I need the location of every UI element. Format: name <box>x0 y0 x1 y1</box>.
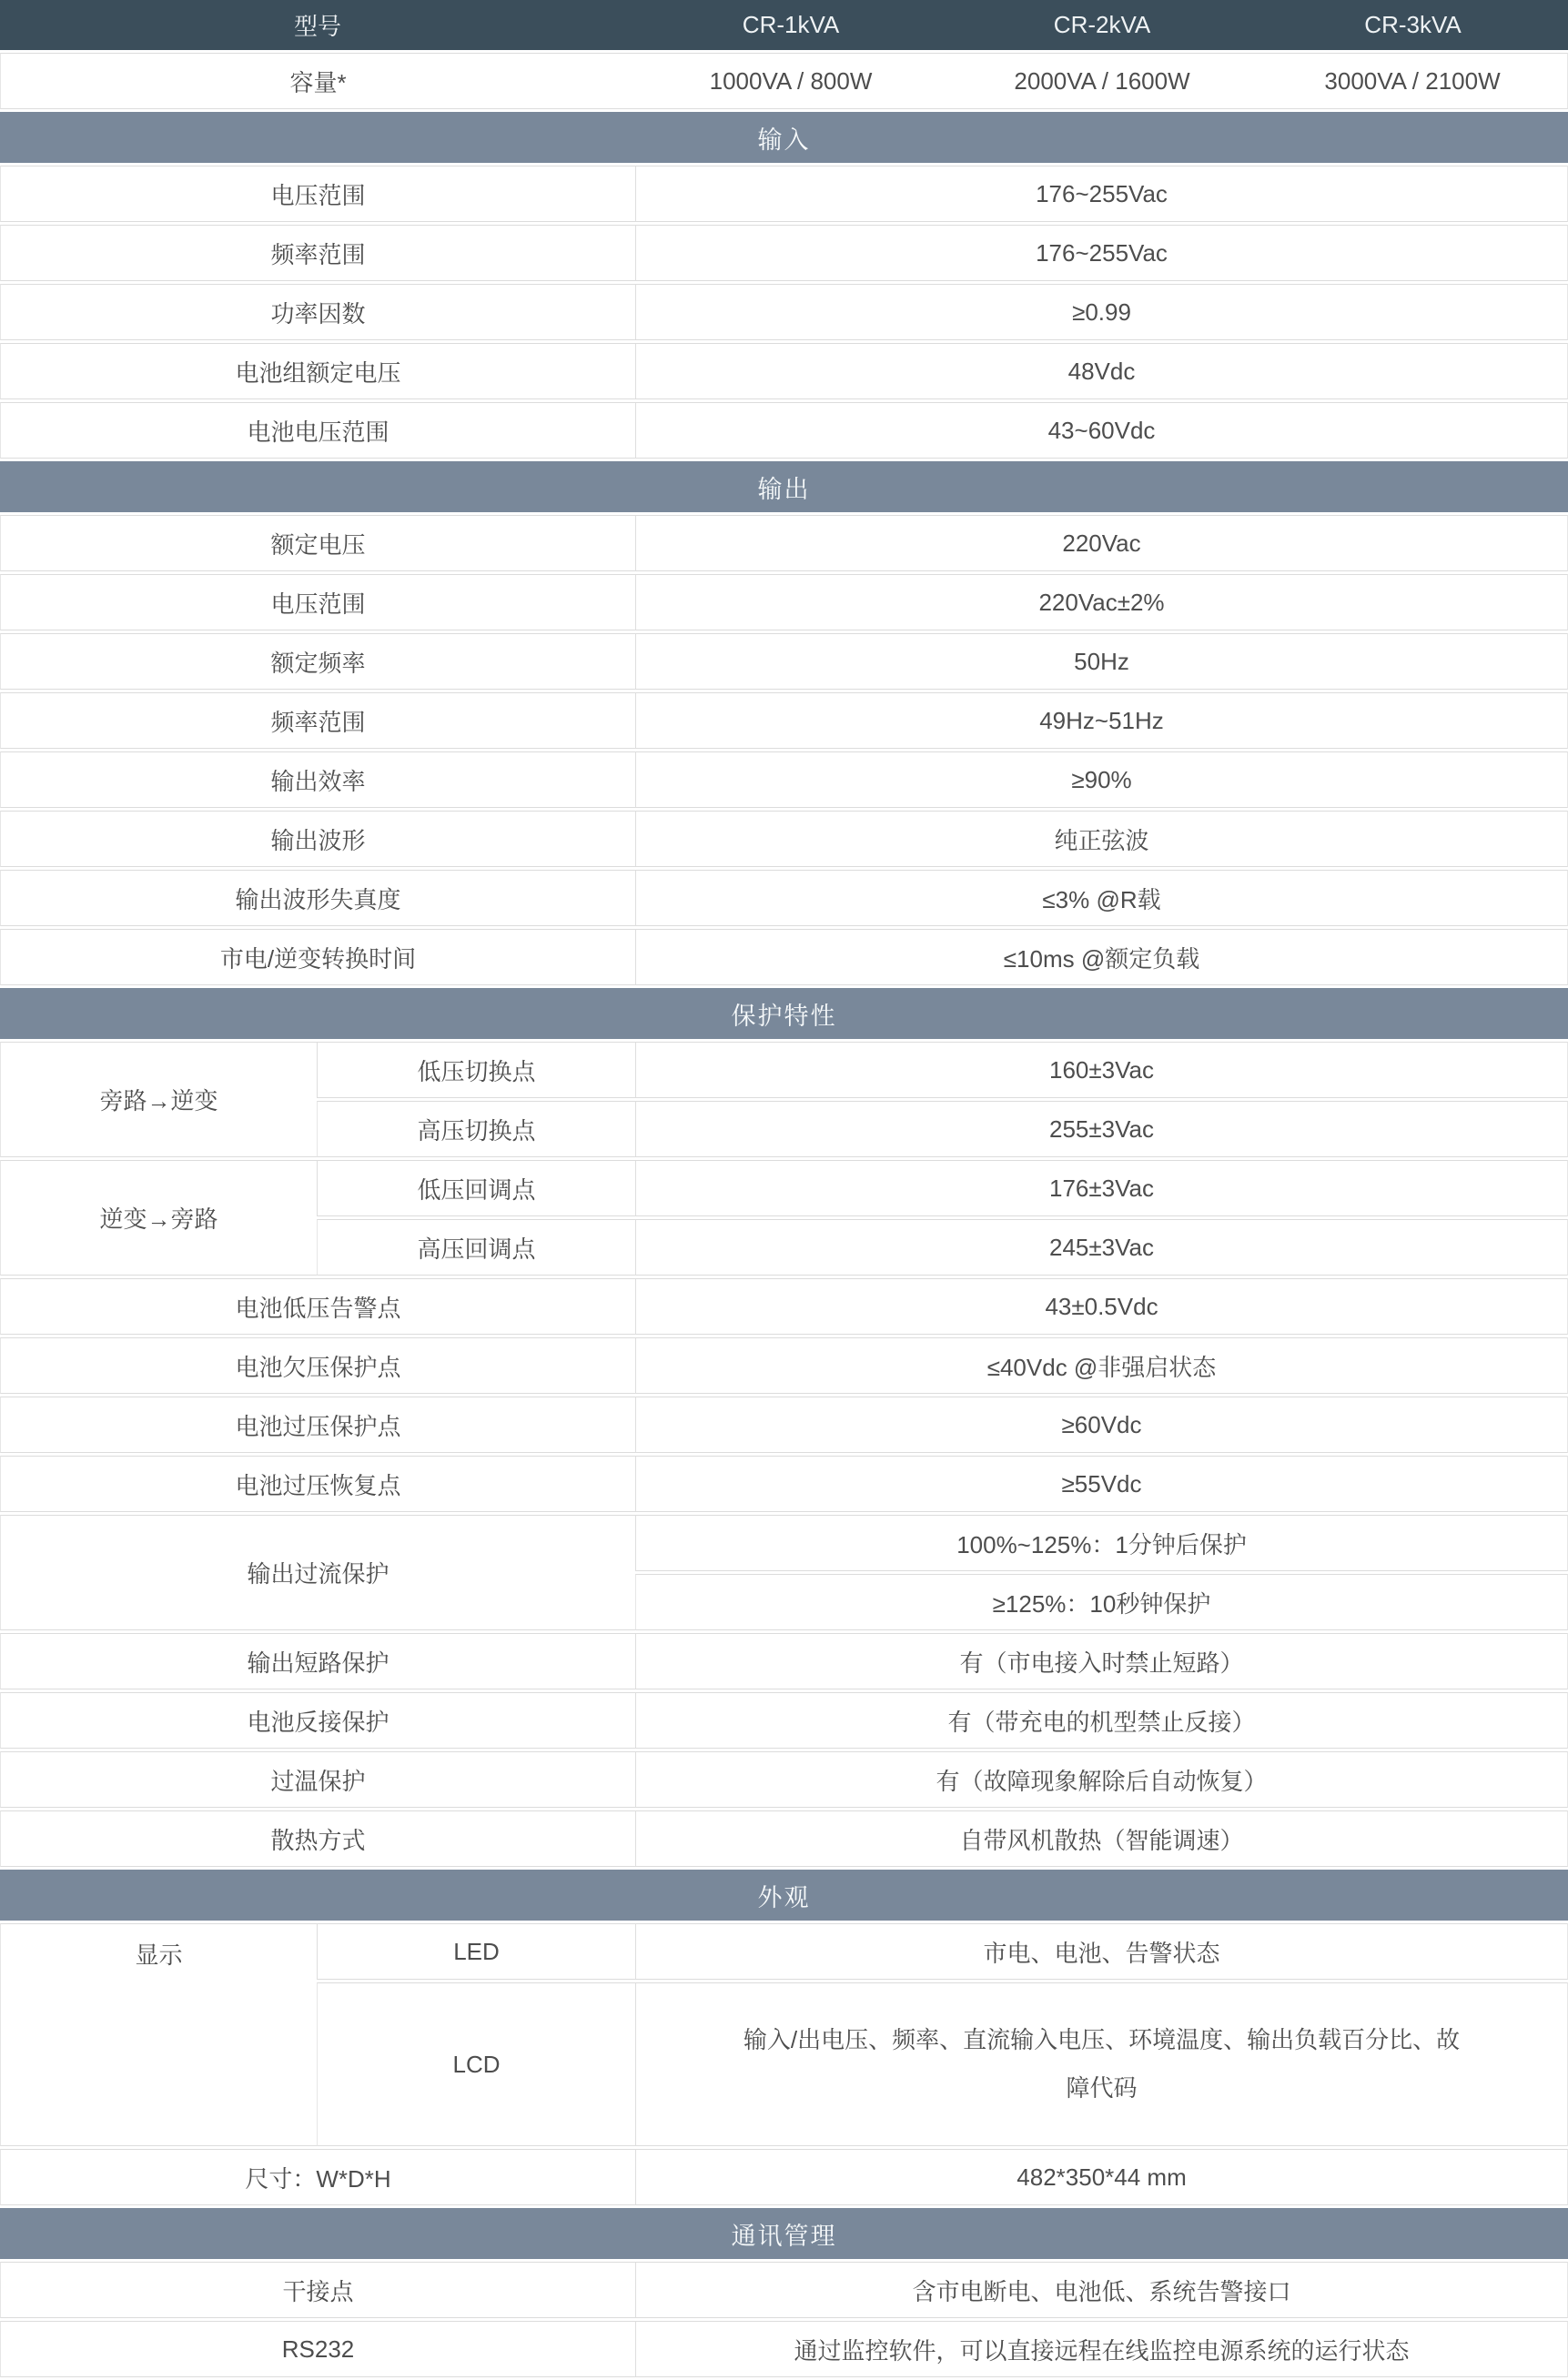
row-label: 电池欠压保护点 <box>0 1337 635 1394</box>
spec-row <box>0 166 1568 222</box>
section-title: 保护特性 <box>0 988 1568 1039</box>
spec-row <box>0 1692 1568 1749</box>
row-value: 220Vac <box>635 515 1568 571</box>
spec-row <box>0 2321 1568 2377</box>
row-value: 市电、电池、告警状态 <box>635 1923 1568 1980</box>
model-name-cr3kva: CR-3kVA <box>1258 0 1568 50</box>
row-value: 176±3Vac <box>635 1160 1568 1216</box>
spec-row <box>0 343 1568 399</box>
spec-row <box>0 1278 1568 1335</box>
row-value: 176~255Vac <box>635 166 1568 222</box>
capacity-value: 3000VA / 2100W <box>1258 53 1568 109</box>
spec-row <box>0 515 1568 571</box>
spec-row <box>0 1160 1568 1216</box>
spec-row <box>0 1515 1568 1571</box>
spec-row <box>0 811 1568 867</box>
row-value: ≤40Vdc @非强启状态 <box>635 1337 1568 1394</box>
row-value: 245±3Vac <box>635 1219 1568 1276</box>
row-label: 电池过压保护点 <box>0 1397 635 1453</box>
spec-row <box>0 929 1568 985</box>
row-label: 电池低压告警点 <box>0 1278 635 1335</box>
row-value: ≥55Vdc <box>635 1456 1568 1512</box>
row-value: 输入/出电压、频率、直流输入电压、环境温度、输出负载百分比、故障代码 <box>635 1982 1568 2146</box>
row-label: 过温保护 <box>0 1751 635 1808</box>
model-name-cr1kva: CR-1kVA <box>635 0 946 50</box>
row-label: 电池电压范围 <box>0 402 635 459</box>
row-label: 电池反接保护 <box>0 1692 635 1749</box>
spec-row <box>0 1456 1568 1512</box>
spec-row <box>0 402 1568 459</box>
section-header-input <box>0 112 1568 163</box>
row-value: ≥0.99 <box>635 284 1568 340</box>
model-header-row <box>0 0 1568 50</box>
section-title: 输出 <box>0 461 1568 512</box>
capacity-value: 2000VA / 1600W <box>946 53 1258 109</box>
sub-label: 低压回调点 <box>317 1160 635 1216</box>
spec-row <box>0 633 1568 690</box>
row-value: 有（故障现象解除后自动恢复） <box>635 1751 1568 1808</box>
row-value: 43±0.5Vdc <box>635 1278 1568 1335</box>
row-label: 干接点 <box>0 2262 635 2318</box>
spec-row <box>0 2262 1568 2318</box>
row-label: 功率因数 <box>0 284 635 340</box>
row-label: 电池过压恢复点 <box>0 1456 635 1512</box>
spec-row <box>0 1397 1568 1453</box>
row-label: 额定电压 <box>0 515 635 571</box>
row-value: 含市电断电、电池低、系统告警接口 <box>635 2262 1568 2318</box>
row-value: 50Hz <box>635 633 1568 690</box>
row-value: ≥90% <box>635 751 1568 808</box>
group-label-overcurrent: 输出过流保护 <box>0 1515 635 1630</box>
spec-row <box>0 1633 1568 1689</box>
sub-label-led: LED <box>317 1923 635 1980</box>
sub-label: 低压切换点 <box>317 1042 635 1098</box>
group-label-display: 显示 <box>0 1923 317 2146</box>
row-value: 160±3Vac <box>635 1042 1568 1098</box>
row-label: 电池组额定电压 <box>0 343 635 399</box>
section-title: 输入 <box>0 112 1568 163</box>
sub-label-lcd: LCD <box>317 1982 635 2146</box>
row-value: ≤3% @R载 <box>635 870 1568 926</box>
sub-label: 高压切换点 <box>317 1101 635 1157</box>
sub-label: 高压回调点 <box>317 1219 635 1276</box>
spec-row <box>0 870 1568 926</box>
row-value: 有（带充电的机型禁止反接） <box>635 1692 1568 1749</box>
row-value: 有（市电接入时禁止短路） <box>635 1633 1568 1689</box>
section-header-output <box>0 461 1568 512</box>
spec-row <box>0 574 1568 630</box>
row-value: 纯正弦波 <box>635 811 1568 867</box>
capacity-value: 1000VA / 800W <box>635 53 946 109</box>
row-label: 输出短路保护 <box>0 1633 635 1689</box>
spec-row <box>0 2149 1568 2205</box>
row-label: 输出效率 <box>0 751 635 808</box>
row-label: RS232 <box>0 2321 635 2377</box>
row-label: 散热方式 <box>0 1810 635 1867</box>
section-header-protection <box>0 988 1568 1039</box>
row-value: 100%~125%：1分钟后保护 <box>635 1515 1568 1571</box>
spec-row <box>0 692 1568 749</box>
row-value: 自带风机散热（智能调速） <box>635 1810 1568 1867</box>
spec-row <box>0 1923 1568 1980</box>
row-label: 输出波形 <box>0 811 635 867</box>
spec-row <box>0 1810 1568 1867</box>
spec-row <box>0 1042 1568 1098</box>
spec-row <box>0 1337 1568 1394</box>
row-value: 通过监控软件，可以直接远程在线监控电源系统的运行状态 <box>635 2321 1568 2377</box>
row-label: 电压范围 <box>0 166 635 222</box>
section-header-appearance <box>0 1870 1568 1921</box>
capacity-row <box>0 53 1568 109</box>
row-value: 482*350*44 mm <box>635 2149 1568 2205</box>
group-label-bypass-to-inverter: 旁路→逆变 <box>0 1042 317 1157</box>
row-value: 49Hz~51Hz <box>635 692 1568 749</box>
model-name-cr2kva: CR-2kVA <box>946 0 1258 50</box>
row-label: 输出波形失真度 <box>0 870 635 926</box>
row-label: 频率范围 <box>0 225 635 281</box>
row-label: 尺寸：W*D*H <box>0 2149 635 2205</box>
row-label: 额定频率 <box>0 633 635 690</box>
row-value: 48Vdc <box>635 343 1568 399</box>
row-value: 255±3Vac <box>635 1101 1568 1157</box>
capacity-label: 容量* <box>0 53 635 109</box>
row-label: 频率范围 <box>0 692 635 749</box>
section-title: 外观 <box>0 1870 1568 1921</box>
row-value: ≥60Vdc <box>635 1397 1568 1453</box>
spec-row <box>0 284 1568 340</box>
row-value: 43~60Vdc <box>635 402 1568 459</box>
row-label: 市电/逆变转换时间 <box>0 929 635 985</box>
row-value: 220Vac±2% <box>635 574 1568 630</box>
spec-row <box>0 1751 1568 1808</box>
spec-row <box>0 751 1568 808</box>
row-value: 176~255Vac <box>635 225 1568 281</box>
group-label-inverter-to-bypass: 逆变→旁路 <box>0 1160 317 1276</box>
row-value: ≥125%：10秒钟保护 <box>635 1574 1568 1630</box>
row-label: 电压范围 <box>0 574 635 630</box>
section-title: 通讯管理 <box>0 2208 1568 2259</box>
spec-row <box>0 225 1568 281</box>
section-header-communication <box>0 2208 1568 2259</box>
model-header-label: 型号 <box>0 0 635 50</box>
row-value: ≤10ms @额定负载 <box>635 929 1568 985</box>
